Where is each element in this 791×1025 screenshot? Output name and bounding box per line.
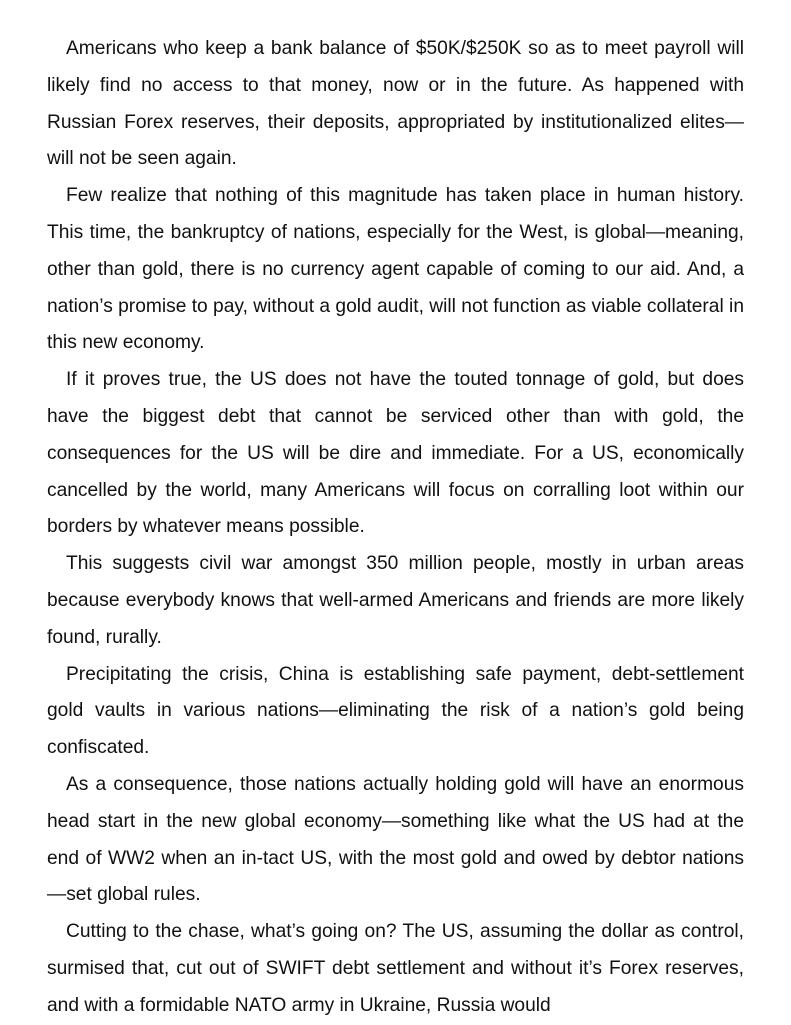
document-body	[47, 31, 744, 1025]
paragraph-1: Americans who keep a bank balance of $50K/$250K so as to meet payroll will likely find no access to that money, now or in the future. As happened with Russian Forex reserves, their deposits, appropriated by institutionalized elites—will not be seen again.	[47, 38, 744, 170]
paragraph-2: Few realize that nothing of this magnitude has taken place in human history. This time, the bankruptcy of nations, especially for the West, is global—meaning, other than gold, there is no currency agent capable of coming to our aid. And, a nation’s promise to pay, without a gold audit, will not function as viable collateral in this new economy.	[47, 185, 744, 354]
paragraph-5: Precipitating the crisis, China is establishing safe payment, debt-settlement gold vaults in various nations—eliminating the risk of a nation’s gold being confiscated.	[47, 663, 744, 759]
paragraph-4: This suggests civil war amongst 350 million people, mostly in urban areas because everybody knows that well-armed Americans and friends are more likely found, rurally.	[47, 553, 744, 648]
paragraph-6: As a consequence, those nations actually holding gold will have an enormous head start in the new global economy—something like what the US had at the end of WW2 when an in-tact US, with the most gold and owed by debtor nations—set global rules.	[47, 773, 744, 906]
paragraph-7: Cutting to the chase, what’s going on? The US, assuming the dollar as control, surmised that, cut out of SWIFT debt settlement and without it’s Forex reserves, and with a formidable NATO army in Ukraine, Russia would	[47, 921, 744, 1016]
paragraph-3: If it proves true, the US does not have the touted tonnage of gold, but does have the biggest debt that cannot be serviced other than with gold, the consequences for the US will be dire and immediate. For a US, economically cancelled by the world, many Americans will focus on corralling loot within our borders by whatever means possible.	[47, 369, 744, 538]
